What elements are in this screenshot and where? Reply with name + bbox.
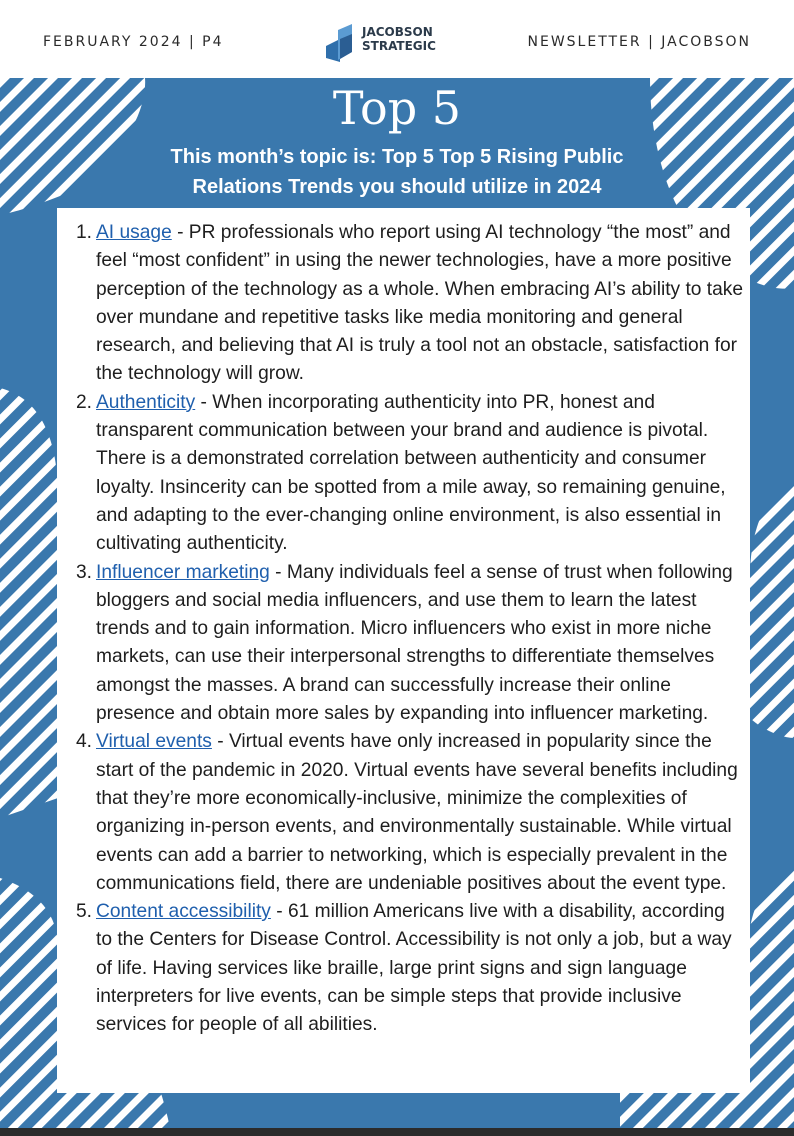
item-number: 1.: [76, 222, 93, 243]
title-block: [120, 78, 674, 202]
logo-line-1: JACOBSON: [362, 25, 433, 39]
trend-description: - Virtual events have only increased in popularity since the start of the pandemic in 2020. Virtual events have several benefits including that they’re more economically-inclusive, minimize the complexities of organizing in-person events, and environmentally sustainable. While virtual events can add a barrier to networking, which is especially prevalent in the communications field, there are undeniable positives about the event type.: [96, 731, 738, 894]
publication-label: NEWSLETTER | JACOBSON: [527, 34, 751, 50]
trend-description: - PR professionals who report using AI technology “the most” and feel “most confident” in using the newer technologies, have a more positive perception of the technology as a whole. When embracing AI’s ability to take over mundane and repetitive tasks like media monitoring and general research, and believing that AI is truly a tool not an obstacle, satisfaction for the technology will grow.: [96, 222, 744, 385]
trend-description: - Many individuals feel a sense of trust when following bloggers and social media influencers, and use them to learn the latest trends and to gain information. Micro influencers who exist in more niche markets, can use their interpersonal strengths to differentiate themselves amongst the masses. A brand can successfully increase their online presence and obtain more sales by expanding into influencer marketing.: [96, 561, 733, 725]
page-title: Top 5: [332, 81, 462, 135]
trend-link-influencer-marketing[interactable]: Influencer marketing: [96, 561, 270, 583]
trend-description: - When incorporating authenticity into PR, honest and transparent communication between your brand and audience is pivotal. There is a demonstrated correlation between authenticity and consumer loyalty. Insincerity can be spotted from a mile away, so remaining genuine, and adapting to the ever-changing online environment, is also essential in cultivating authenticity.: [96, 391, 726, 555]
subtitle-line-2: Relations Trends you should utilize in 2024: [192, 176, 602, 198]
list-item: [57, 559, 750, 729]
item-number: 3.: [76, 561, 93, 583]
list-item: [57, 898, 750, 1039]
list-item: [57, 389, 750, 559]
trend-link-content-accessibility[interactable]: Content accessibility: [96, 901, 271, 923]
item-number: 4.: [76, 731, 93, 753]
bottom-bar: [0, 1128, 794, 1136]
subtitle-line-1: This month’s topic is: Top 5 Top 5 Rising Public: [170, 146, 624, 168]
trend-link-authenticity[interactable]: Authenticity: [96, 391, 196, 413]
logo-line-2: STRATEGIC: [362, 39, 436, 53]
trend-description: - 61 million Americans live with a disability, according to the Centers for Disease Control. Accessibility is not only a job, but a way of life. Having services like braille, large print signs and sign language interpreters for live events, can be simple steps that provide inclusive services for people of all abilities.: [96, 901, 732, 1036]
trend-link-virtual-events[interactable]: Virtual events: [96, 731, 212, 753]
trends-list: [57, 219, 750, 1040]
list-item: [57, 219, 750, 389]
list-item: [57, 728, 750, 898]
issue-label: FEBRUARY 2024 | P4: [43, 34, 224, 50]
logo-mark-icon: [322, 22, 356, 62]
page-header: [0, 0, 794, 78]
content-background: [0, 78, 794, 1128]
trend-link-ai-usage[interactable]: AI usage: [96, 222, 172, 243]
item-number: 5.: [76, 901, 93, 923]
topic-subtitle: [120, 142, 674, 202]
trends-card: [57, 208, 750, 1093]
item-number: 2.: [76, 391, 93, 413]
